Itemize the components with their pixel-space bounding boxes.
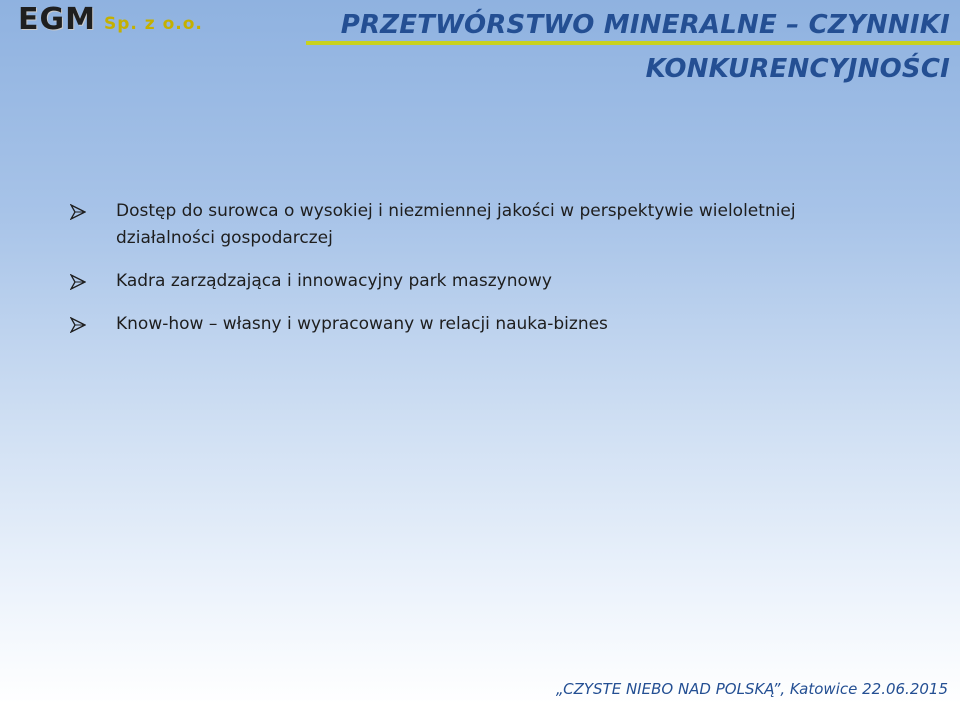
logo-sub-text: Sp. z o.o. bbox=[103, 14, 203, 34]
bullet-item bbox=[70, 198, 810, 252]
bullet-text: Dostęp do surowca o wysokiej i niezmiennej jakości w perspektywie wieloletniej działalności gospodarczej bbox=[116, 201, 796, 248]
title-underline bbox=[306, 41, 960, 45]
bullet-text: Know-how – własny i wypracowany w relacji nauka-biznes bbox=[116, 314, 608, 334]
footer-event-label: „CZYSTE NIEBO NAD POLSKĄ”, Katowice 22.06.2015 bbox=[555, 680, 948, 698]
arrowhead-bullet-icon bbox=[70, 317, 86, 333]
slide-title bbox=[341, 3, 950, 91]
bullet-text: Kadra zarządzająca i innowacyjny park maszynowy bbox=[116, 271, 552, 291]
slide-title-line2: KONKURENCYJNOŚCI bbox=[645, 54, 950, 84]
bullet-item bbox=[70, 268, 810, 295]
slide-title-line1: PRZETWÓRSTWO MINERALNE – CZYNNIKI bbox=[340, 10, 950, 40]
arrowhead-bullet-icon bbox=[70, 204, 86, 220]
bullet-list bbox=[70, 198, 810, 354]
logo-main-text: EGM bbox=[18, 2, 96, 37]
bullet-item bbox=[70, 311, 810, 338]
company-logo bbox=[18, 2, 203, 37]
arrowhead-bullet-icon bbox=[70, 274, 86, 290]
